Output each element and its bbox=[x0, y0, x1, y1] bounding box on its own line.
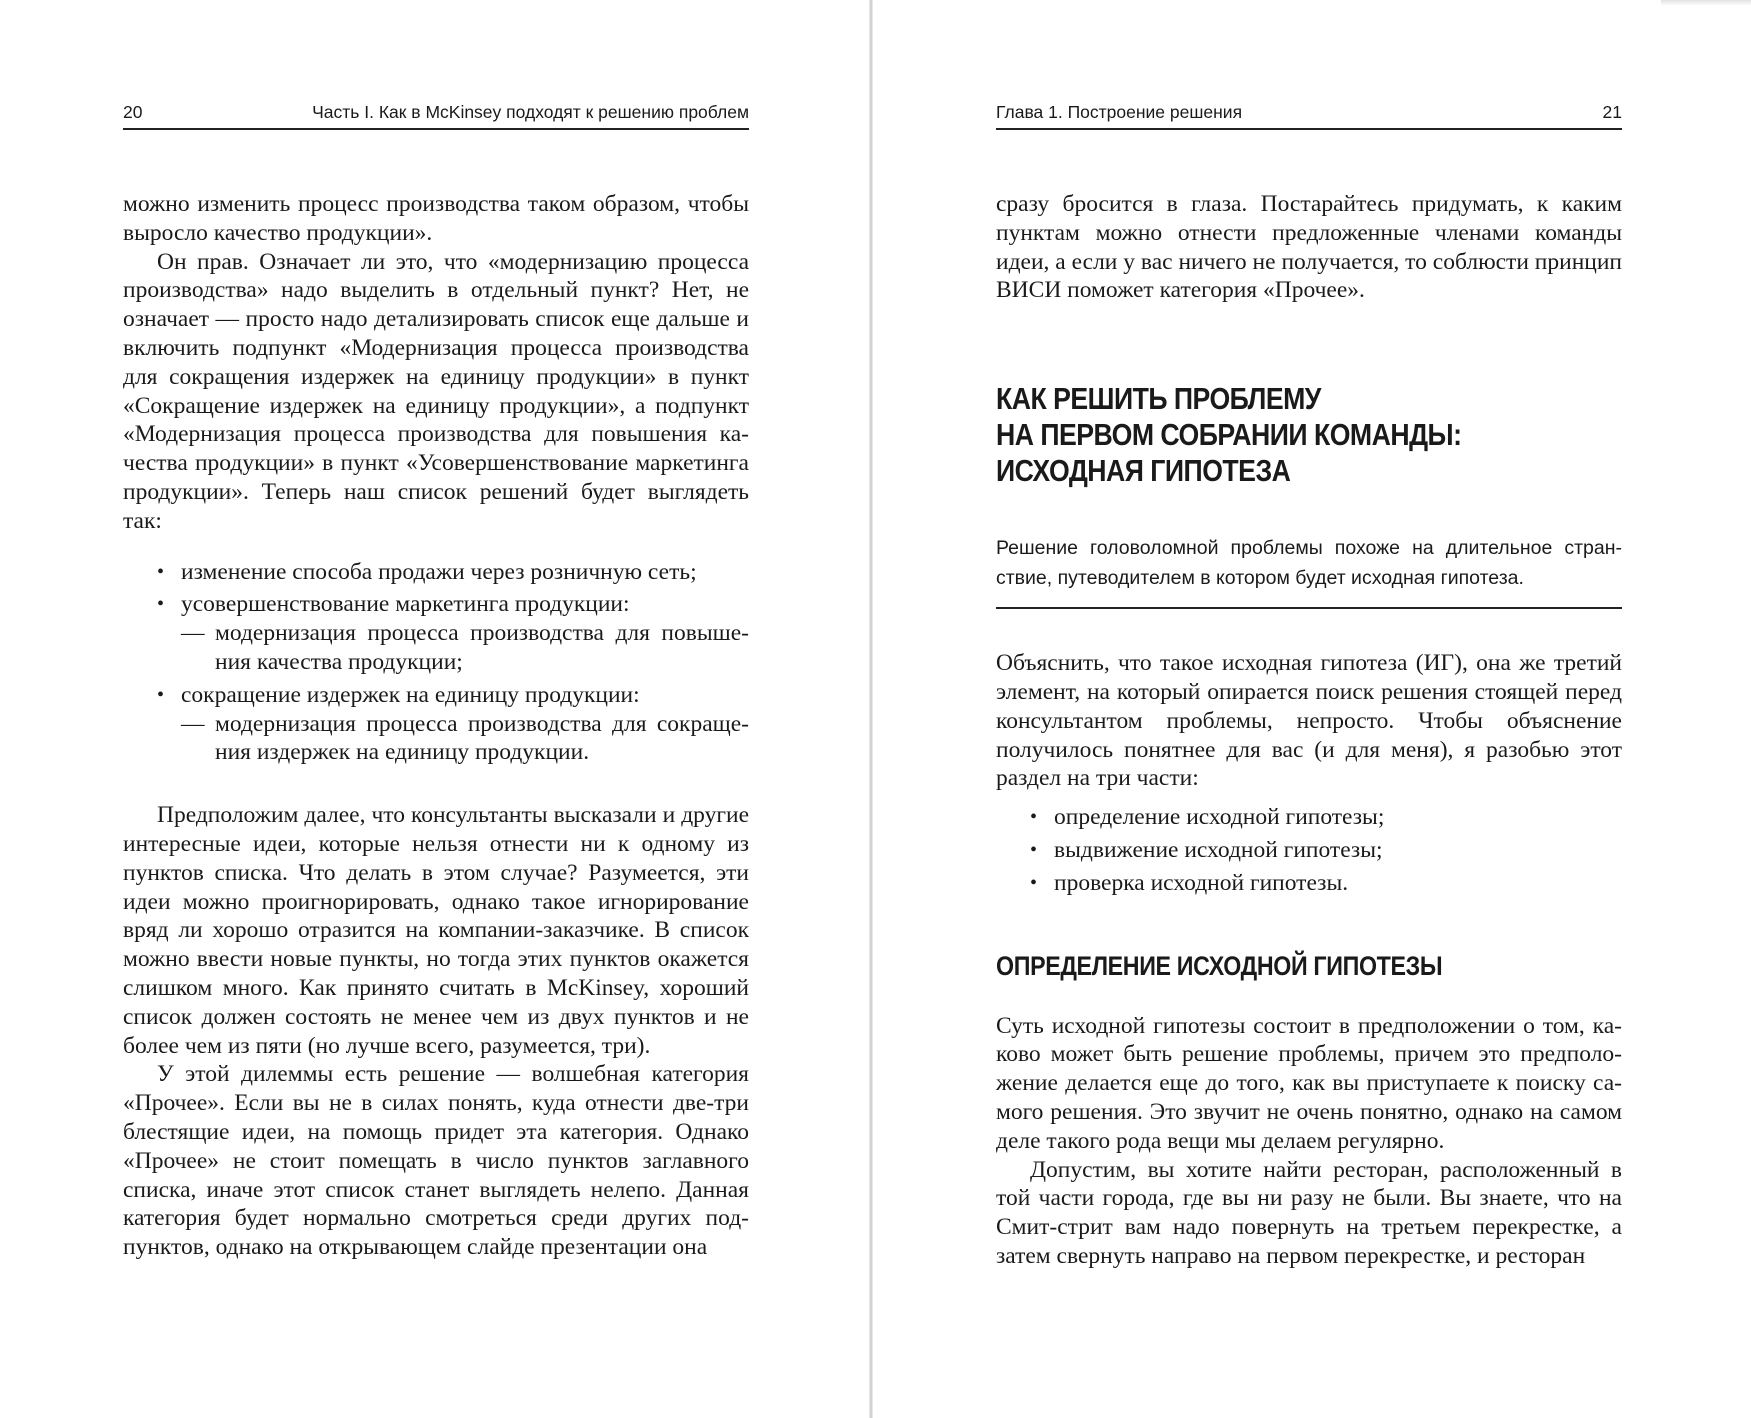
paragraph: У этой дилеммы есть решение — волшебная категория «Прочее». Если вы не в силах понять, куда отнести две-три блестящие идеи, на помощь придет эта категория. Однако «Прочее» не стоит помещать в число пунктов заглавного списка, иначе этот список станет выглядеть нелепо. Данная категория будет нормально смотреться среди других подпунктов, однако на открывающем слайде презентации она bbox=[123, 1061, 749, 1261]
list-item bbox=[157, 558, 749, 587]
paragraph: Объяснить, что такое исходная гипотеза (ИГ), она же третий элемент, на который опирается поиск решения стоящей перед консультантом проблемы, непросто. Чтобы объяснение получилось понятнее для вас (и для меня), я разобью этот раздел на три части: bbox=[996, 650, 1622, 792]
paragraph: можно изменить процесс производства таком образом, чтобы выросло качество продукции». bbox=[123, 191, 749, 246]
running-head-title: Глава 1. Построение решения bbox=[996, 102, 1243, 122]
running-head bbox=[996, 100, 1622, 130]
body-text bbox=[996, 190, 1622, 1271]
paragraph: Допустим, вы хотите найти ресторан, расположенный в той части города, где вы ни разу не были. Вы знаете, что на Смит-стрит вам надо повернуть на третьем перекрестке, а затем свернуть направо на первом перекрестке, и ресторан bbox=[996, 1156, 1622, 1269]
running-head bbox=[123, 100, 749, 130]
list-item-text: усовершенствование маркетинга продукции: bbox=[181, 591, 630, 618]
list-item-text: изменение способа продажи через розничную сеть; bbox=[181, 558, 697, 585]
page-number: 20 bbox=[123, 102, 143, 122]
paragraph: сразу бросится в глаза. Постарайтесь придумать, к каким пунктам можно отнести предложенные членами команды идеи, а если у вас ничего не получается, то соблюсти принцип ВИСИ поможет категория «Прочее». bbox=[996, 191, 1622, 304]
section-heading-line: ИСХОДНАЯ ГИПОТЕЗА bbox=[996, 453, 1291, 489]
page-number: 21 bbox=[1602, 102, 1622, 122]
paragraph: Предположим далее, что консультанты высказали и другие интересные идеи, которые нельзя отнести ни к одному из пунктов списка. Что делать в этом случае? Разумеется, эти идеи можно проигнорировать, однако такое игнорирование вряд ли хорошо отразится на компании-заказчике. В список можно ввести новые пункты, но тогда этих пунктов окажется слишком много. Как принято считать в McKinsey, хороший список должен состоять не менее чем из двух пунктов и не более чем из пяти (но лучше всего, разумеется, три). bbox=[123, 802, 749, 1059]
bullet-list bbox=[996, 803, 1622, 897]
bullet-list bbox=[123, 558, 749, 768]
epigraph: Решение головоломной проблемы похоже на длительное странствие, путеводителем в котором будет исходная гипотеза. bbox=[996, 533, 1622, 609]
section-heading bbox=[996, 381, 1622, 489]
body-text bbox=[123, 190, 749, 1262]
list-item: • проверка исходной гипотезы. bbox=[1030, 869, 1622, 898]
paragraph: Суть исходной гипотезы состоит в предположении о том, каково может быть решение проблемы, причем это предположение делается еще до того, как вы приступаете к поиску самого решения. Это звучит не очень понятно, однако на самом деле такого рода вещи мы делаем регулярно. bbox=[996, 1012, 1622, 1154]
section-heading-line: НА ПЕРВОМ СОБРАНИИ КОМАНДЫ: bbox=[996, 417, 1462, 453]
list-item: • выдвижение исходной гипотезы; bbox=[1030, 836, 1622, 865]
running-head-title: Часть I. Как в McKinsey подходят к решению проблем bbox=[312, 102, 749, 122]
right-page bbox=[996, 0, 1622, 1418]
sub-heading: ОПРЕДЕЛЕНИЕ ИСХОДНОЙ ГИПОТЕЗЫ bbox=[996, 950, 1443, 981]
list-item: • определение исходной гипотезы; bbox=[1030, 803, 1622, 832]
left-page bbox=[123, 0, 749, 1418]
corner-shadow bbox=[1661, 0, 1751, 6]
list-item bbox=[157, 590, 749, 676]
section-heading-line: КАК РЕШИТЬ ПРОБЛЕМУ bbox=[996, 381, 1321, 417]
spine-divider bbox=[869, 0, 873, 1418]
sub-list-item: — модернизация процесса производства для сокращения издержек на единицу продукции. bbox=[181, 710, 749, 768]
list-item-text: сокращение издержек на единицу продукции: bbox=[181, 681, 640, 708]
list-item bbox=[157, 681, 749, 767]
sub-list bbox=[181, 710, 749, 768]
sub-list bbox=[181, 619, 749, 677]
paragraph: Он прав. Означает ли это, что «модернизацию процесса производства» надо выделить в отдельный пункт? Нет, не означает — просто надо детализировать список еще дальше и включить подпункт «Модернизация процесса производства для сокращения издержек на единицу продукции» в пункт «Сокращение издержек на единицу продукции», а подпункт «Модернизация процесса производства для повышения качества продукции» в пункт «Усовершенствование маркетинга продукции». Теперь наш список решений будет выглядеть так: bbox=[123, 248, 749, 534]
sub-list-item: — модернизация процесса производства для повышения качества продукции; bbox=[181, 619, 749, 677]
